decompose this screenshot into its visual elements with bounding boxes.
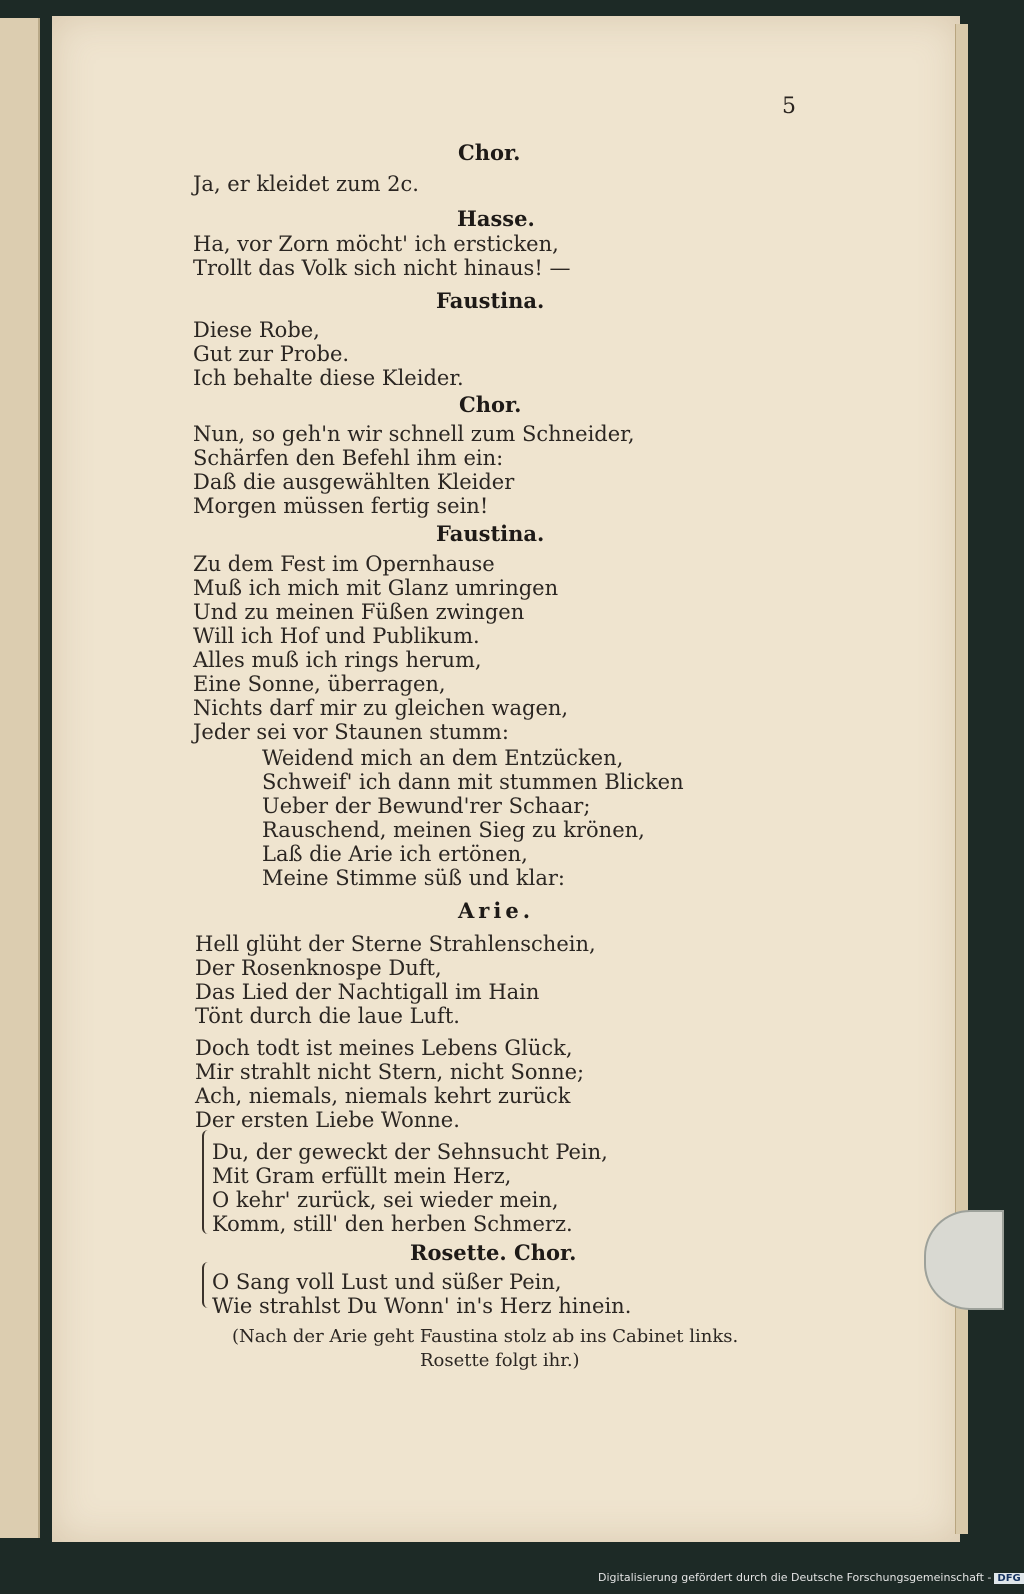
speaker-heading: Faustina. [436,521,545,546]
text-line: Gut zur Probe. [193,342,350,366]
text-line: Jeder sei vor Staunen stumm: [193,720,509,744]
text-line: Zu dem Fest im Opernhause [193,552,495,576]
text-line: Das Lied der Nachtigall im Hain [195,980,540,1004]
text-line: O kehr' zurück, sei wieder mein, [212,1188,559,1212]
text-line: Rauschend, meinen Sieg zu krönen, [262,818,645,842]
text-line: Alles muß ich rings herum, [193,648,482,672]
text-line: O Sang voll Lust und süßer Pein, [212,1270,562,1294]
text-line: Meine Stimme süß und klar: [262,866,565,890]
text-line: Wie strahlst Du Wonn' in's Herz hinein. [212,1294,632,1318]
credit-text: Digitalisierung gefördert durch die Deutsche Forschungsgemeinschaft - [598,1571,992,1584]
adjacent-page-edge [0,18,40,1538]
text-line: Mit Gram erfüllt mein Herz, [212,1164,512,1188]
page-clip [924,1210,1004,1310]
text-line: Will ich Hof und Publikum. [193,624,480,648]
text-line: Ich behalte diese Kleider. [193,366,464,390]
dfg-logo: DFG [994,1573,1023,1584]
text-line: Schärfen den Befehl ihm ein: [193,446,504,470]
text-line: Weidend mich an dem Entzücken, [262,746,624,770]
text-line: Und zu meinen Füßen zwingen [193,600,525,624]
text-line: Daß die ausgewählten Kleider [193,470,515,494]
speaker-heading: Faustina. [436,288,545,313]
text-line: Schweif' ich dann mit stummen Blicken [262,770,684,794]
text-line: Eine Sonne, überragen, [193,672,446,696]
text-line: Muß ich mich mit Glanz umringen [193,576,559,600]
text-line: Nichts darf mir zu gleichen wagen, [193,696,569,720]
speaker-heading: Chor. [459,392,522,417]
text-line: Du, der geweckt der Sehnsucht Pein, [212,1140,608,1164]
brace [202,1130,210,1234]
speaker-heading: Rosette. Chor. [410,1240,577,1265]
aria-heading: Arie. [458,898,535,923]
text-line: Trollt das Volk sich nicht hinaus! — [193,256,571,280]
text-line: Tönt durch die laue Luft. [195,1004,460,1028]
text-line: Ach, niemals, niemals kehrt zurück [195,1084,571,1108]
text-line: Morgen müssen fertig sein! [193,494,489,518]
text-line: Laß die Arie ich ertönen, [262,842,528,866]
speaker-heading: Hasse. [457,206,535,231]
text-line: Der Rosenknospe Duft, [195,956,442,980]
text-line: Doch todt ist meines Lebens Glück, [195,1036,573,1060]
page-number: 5 [782,94,796,119]
text-line: Hell glüht der Sterne Strahlenschein, [195,932,596,956]
speaker-heading: Chor. [458,140,521,165]
brace [202,1262,210,1308]
text-line: Diese Robe, [193,318,320,342]
text-line: Nun, so geh'n wir schnell zum Schneider, [193,422,635,446]
text-line: Komm, still' den herben Schmerz. [212,1212,573,1236]
text-line: Ha, vor Zorn möcht' ich ersticken, [193,232,559,256]
text-line: Mir strahlt nicht Stern, nicht Sonne; [195,1060,585,1084]
digitization-credit [598,1571,1024,1584]
stage-direction: Rosette folgt ihr.) [420,1350,580,1371]
text-line: Der ersten Liebe Wonne. [195,1108,460,1132]
stage-direction: (Nach der Arie geht Faustina stolz ab ins Cabinet links. [232,1326,739,1347]
text-line: Ueber der Bewund'rer Schaar; [262,794,591,818]
text-line: Ja, er kleidet zum 2c. [193,172,419,196]
